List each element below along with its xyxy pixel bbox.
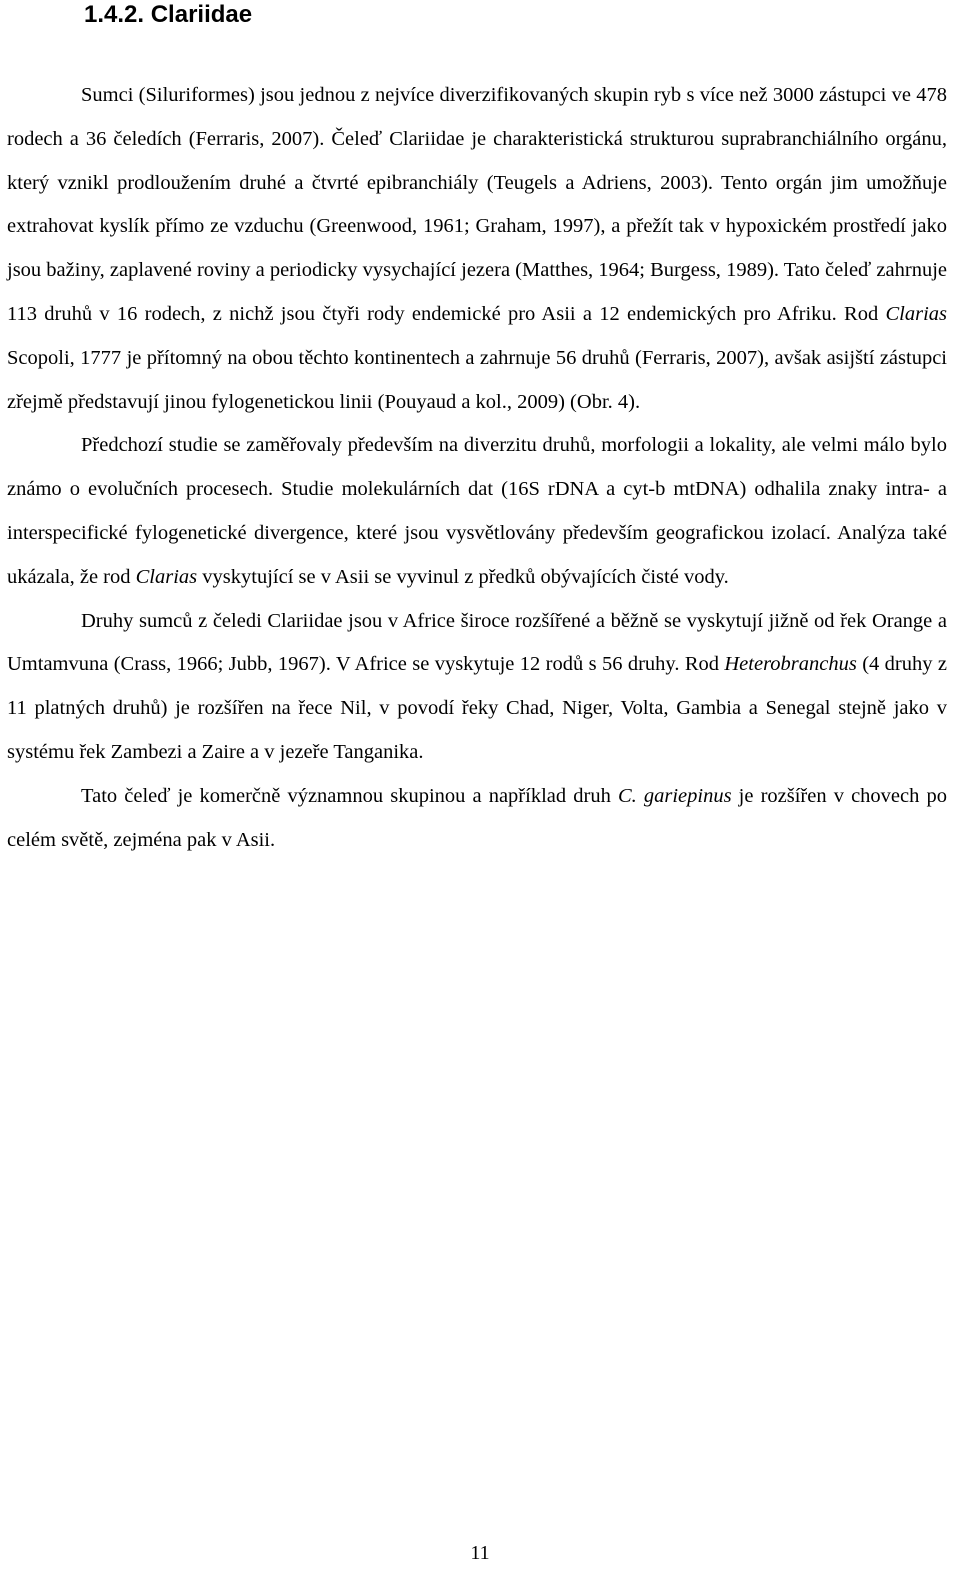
text-run: Druhy sumců z čeledi Clariidae jsou v Africe široce rozšířené a běžně se vyskytují jižně od řek Orange a Umtamvuna (Crass, 1966; Jubb, 1967). V Africe se vyskytuje 12 rodů s 56 druhy. Rod	[7, 609, 947, 676]
text-run: (4 druhy z 11 platných druhů) je rozšířen na řece Nil, v povodí řeky Chad, Niger, Volta, Gambia a Senegal stejně jako v systému řek Zambezi a Zaire a v jezeře Tanganika.	[7, 653, 947, 763]
taxon-name: Clarias	[885, 302, 947, 325]
paragraph	[7, 424, 947, 599]
taxon-name: Clarias	[135, 565, 198, 588]
taxon-name: C. gariepinus	[617, 784, 732, 807]
paragraph	[7, 775, 947, 863]
text-run: Sumci (Siluriformes) jsou jednou z nejvíce diverzifikovaných skupin ryb s více než 3000 zástupci ve 478 rodech a 36 čeledích (Ferraris, 2007). Čeleď Clariidae je charakteristická strukturou suprabranchiálního orgánu, který vznikl prodloužením druhé a čtvrté epibranchiály (Teugels a Adriens, 2003). Tento orgán jim umožňuje extrahovat kyslík přímo ze vzduchu (Greenwood, 1961; Graham, 1997), a přežít tak v hypoxickém prostředí jako jsou bažiny, zaplavené roviny a periodicky vysychající jezera (Matthes, 1964; Burgess, 1989). Tato čeleď zahrnuje 113 druhů v 16 rodech, z nichž jsou čtyři rody endemické pro Asii a 12 endemických pro Afriku. Rod	[7, 84, 947, 325]
text-run: Předchozí studie se zaměřovaly především na diverzitu druhů, morfologii a lokality, ale velmi málo bylo známo o evolučních procesech. Studie molekulárních dat (16S rDNA a cyt-b mtDNA) odhalila znaky intra- a interspecifické fylogenetické divergence, které jsou vysvětlovány především geografickou izolací. Analýza také ukázala, že rod	[7, 434, 947, 588]
text-run: vyskytující se v Asii se vyvinul z předků obývajících čisté vody.	[197, 565, 729, 588]
paragraph	[7, 600, 947, 775]
text-run: Scopoli, 1777 je přítomný na obou těchto kontinentech a zahrnuje 56 druhů (Ferraris, 2007), avšak asijští zástupci zřejmě představují jinou fylogenetickou linii (Pouyaud a kol., 2009) (Obr. 4).	[7, 346, 947, 413]
taxon-name: Heterobranchus	[724, 653, 857, 676]
section-heading: 1.4.2. Clariidae	[84, 1, 253, 28]
text-run: je rozšířen v chovech po celém světě, zejména pak v Asii.	[7, 784, 947, 851]
paragraph	[7, 74, 947, 424]
page-number: 11	[470, 1542, 490, 1564]
text-run: Tato čeleď je komerčně významnou skupinou a například druh	[81, 784, 618, 807]
body-text	[7, 74, 947, 862]
